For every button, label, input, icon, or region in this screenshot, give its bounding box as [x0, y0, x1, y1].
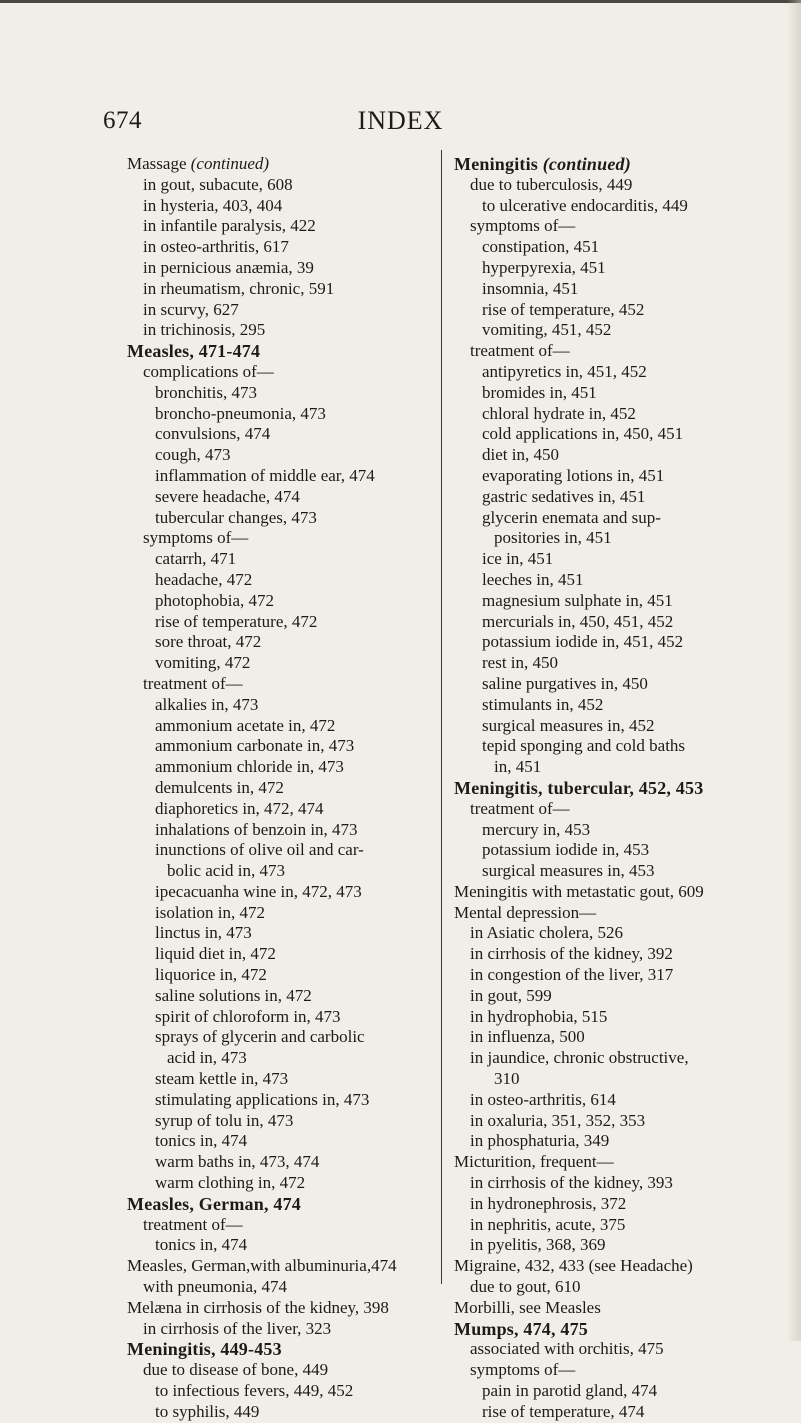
index-entry: tepid sponging and cold baths: [482, 736, 686, 756]
index-entry: associated with orchitis, 475: [470, 1339, 664, 1359]
index-entry: in osteo-arthritis, 617: [143, 237, 289, 257]
index-entry: in cirrhosis of the liver, 323: [143, 1318, 332, 1338]
index-entry: due to disease of bone, 449: [143, 1360, 329, 1380]
entry-continued-note: (continued): [542, 154, 631, 174]
index-entry: stimulants in, 452: [482, 694, 604, 714]
index-entry: saline solutions in, 472: [155, 985, 312, 1005]
index-entry: in hysteria, 403, 404: [143, 195, 283, 215]
index-entry: in oxaluria, 351, 352, 353: [470, 1110, 646, 1130]
page-top-edge: [0, 0, 801, 3]
index-entry: glycerin enemata and sup-: [482, 507, 661, 527]
index-entry: vomiting, 451, 452: [482, 320, 612, 340]
index-entry: steam kettle in, 473: [155, 1069, 289, 1089]
index-entry: headache, 472: [155, 569, 253, 589]
index-entry: with pneumonia, 474: [143, 1277, 288, 1297]
index-entry: cold applications in, 450, 451: [482, 424, 684, 444]
index-entry: convulsions, 474: [155, 424, 271, 444]
index-entry: diet in, 450: [482, 445, 559, 465]
index-entry: acid in, 473: [167, 1048, 247, 1068]
index-entry: in rheumatism, chronic, 591: [143, 278, 335, 298]
index-entry: in hydrophobia, 515: [470, 1006, 608, 1026]
index-entry: sore throat, 472: [155, 632, 262, 652]
index-entry: ice in, 451: [482, 549, 554, 569]
index-column-left: [127, 154, 437, 1423]
index-entry: treatment of—: [470, 798, 570, 818]
index-entry: liquorice in, 472: [155, 965, 267, 985]
entry-heading: Massage: [127, 154, 191, 173]
index-entry: hyperpyrexia, 451: [482, 257, 606, 277]
index-entry: Measles, 471-474: [127, 341, 261, 362]
index-entry: potassium iodide in, 453: [482, 840, 650, 860]
index-column-right: [454, 154, 782, 1423]
index-entry: 310: [494, 1069, 520, 1089]
index-entry: Melæna in cirrhosis of the kidney, 398: [127, 1297, 389, 1317]
index-entry: Micturition, frequent—: [454, 1152, 614, 1172]
page-right-shadow: [787, 0, 801, 1341]
index-entry: to ulcerative endocarditis, 449: [482, 195, 688, 215]
index-entry: alkalies in, 473: [155, 694, 259, 714]
index-entry: broncho-pneumonia, 473: [155, 403, 326, 423]
index-entry: magnesium sulphate in, 451: [482, 590, 673, 610]
index-entry: ammonium acetate in, 472: [155, 715, 336, 735]
index-entry: rise of temperature, 452: [482, 299, 645, 319]
index-entry: due to tuberculosis, 449: [470, 174, 633, 194]
index-entry: ipecacuanha wine in, 472, 473: [155, 881, 362, 901]
index-entry: in infantile paralysis, 422: [143, 216, 316, 236]
index-entry: vomiting, 472: [155, 653, 251, 673]
index-entry: rest in, 450: [482, 653, 559, 673]
index-entry: pain in parotid gland, 474: [482, 1381, 658, 1401]
index-entry: complications of—: [143, 361, 274, 381]
index-entry: warm baths in, 473, 474: [155, 1152, 320, 1172]
entry-heading: Meningitis: [454, 154, 543, 174]
page-number: 674: [103, 107, 142, 134]
index-entry: diaphoretics in, 472, 474: [155, 798, 324, 818]
index-entry: potassium iodide in, 451, 452: [482, 632, 684, 652]
index-entry: in gout, 599: [470, 985, 552, 1005]
index-entry: severe headache, 474: [155, 486, 300, 506]
index-entry: evaporating lotions in, 451: [482, 465, 665, 485]
index-entry: Meningitis with metastatic gout, 609: [454, 881, 704, 901]
index-entry: bolic acid in, 473: [167, 861, 286, 881]
index-entry: catarrh, 471: [155, 549, 237, 569]
index-entry: symptoms of—: [470, 216, 576, 236]
index-entry: in cirrhosis of the kidney, 392: [470, 944, 673, 964]
index-entry: warm clothing in, 472: [155, 1173, 306, 1193]
index-entry: insomnia, 451: [482, 278, 579, 298]
index-entry: Measles, German, 474: [127, 1193, 301, 1214]
index-entry: tonics in, 474: [155, 1131, 248, 1151]
index-entry: Meningitis, 449-453: [127, 1339, 282, 1360]
index-entry: surgical measures in, 452: [482, 715, 655, 735]
index-entry: liquid diet in, 472: [155, 944, 276, 964]
index-entry: Morbilli, see Measles: [454, 1297, 601, 1317]
index-entry: gastric sedatives in, 451: [482, 486, 646, 506]
index-entry: [127, 154, 437, 175]
index-entry: antipyretics in, 451, 452: [482, 361, 647, 381]
index-entry: in pernicious anæmia, 39: [143, 257, 314, 277]
index-entry: Meningitis, tubercular, 452, 453: [454, 777, 704, 798]
index-entry: syrup of tolu in, 473: [155, 1110, 294, 1130]
index-entry: inunctions of olive oil and car-: [155, 840, 364, 860]
index-entry: inhalations of benzoin in, 473: [155, 819, 358, 839]
index-entry: in hydronephrosis, 372: [470, 1193, 627, 1213]
index-entry: constipation, 451: [482, 237, 600, 257]
index-entry: in influenza, 500: [470, 1027, 585, 1047]
index-entry: treatment of—: [143, 1214, 243, 1234]
index-entry: symptoms of—: [143, 528, 249, 548]
index-entry: Mumps, 474, 475: [454, 1318, 589, 1339]
index-entry: mercury in, 453: [482, 819, 591, 839]
index-entry: tonics in, 474: [155, 1235, 248, 1255]
index-entry: leeches in, 451: [482, 569, 584, 589]
index-entry: bromides in, 451: [482, 382, 597, 402]
index-entry: photophobia, 472: [155, 590, 274, 610]
index-entry: rise of temperature, 472: [155, 611, 318, 631]
index-entry: Mental depression—: [454, 902, 597, 922]
index-entry: to syphilis, 449: [155, 1401, 260, 1421]
index-entry: Migraine, 432, 433 (see Headache): [454, 1256, 693, 1276]
index-entry: in congestion of the liver, 317: [470, 965, 674, 985]
index-entry: in scurvy, 627: [143, 299, 239, 319]
index-entry: symptoms of—: [470, 1360, 576, 1380]
index-entry: positories in, 451: [494, 528, 612, 548]
index-entry: treatment of—: [470, 341, 570, 361]
index-entry: in Asiatic cholera, 526: [470, 923, 623, 943]
index-entry: [454, 154, 782, 175]
index-entry: in cirrhosis of the kidney, 393: [470, 1173, 673, 1193]
entry-continued-note: (continued): [190, 154, 270, 173]
index-entry: ammonium chloride in, 473: [155, 757, 344, 777]
index-entry: in trichinosis, 295: [143, 320, 266, 340]
index-entry: in nephritis, acute, 375: [470, 1214, 626, 1234]
index-entry: in osteo-arthritis, 614: [470, 1089, 616, 1109]
index-entry: due to gout, 610: [470, 1277, 581, 1297]
index-entry: bronchitis, 473: [155, 382, 257, 402]
index-entry: in phosphaturia, 349: [470, 1131, 610, 1151]
index-entry: inflammation of middle ear, 474: [155, 465, 375, 485]
index-entry: rise of temperature, 474: [482, 1401, 645, 1421]
index-entry: treatment of—: [143, 673, 243, 693]
index-entry: ammonium carbonate in, 473: [155, 736, 355, 756]
index-entry: surgical measures in, 453: [482, 861, 655, 881]
index-entry: in jaundice, chronic obstructive,: [470, 1048, 689, 1068]
index-entry: sprays of glycerin and carbolic: [155, 1027, 365, 1047]
index-entry: demulcents in, 472: [155, 777, 284, 797]
index-entry: tubercular changes, 473: [155, 507, 317, 527]
index-entry: linctus in, 473: [155, 923, 252, 943]
index-entry: isolation in, 472: [155, 902, 266, 922]
index-entry: to infectious fevers, 449, 452: [155, 1381, 354, 1401]
index-entry: in gout, subacute, 608: [143, 174, 293, 194]
index-entry: in, 451: [494, 757, 542, 777]
index-entry: Measles, German,with albuminuria,474: [127, 1256, 397, 1276]
index-entry: mercurials in, 450, 451, 452: [482, 611, 674, 631]
index-entry: in pyelitis, 368, 369: [470, 1235, 606, 1255]
index-entry: cough, 473: [155, 445, 231, 465]
column-divider: [441, 150, 442, 1284]
index-entry: saline purgatives in, 450: [482, 673, 648, 693]
running-head: INDEX: [357, 106, 444, 135]
index-entry: stimulating applications in, 473: [155, 1089, 370, 1109]
index-entry: chloral hydrate in, 452: [482, 403, 636, 423]
index-entry: spirit of chloroform in, 473: [155, 1006, 341, 1026]
